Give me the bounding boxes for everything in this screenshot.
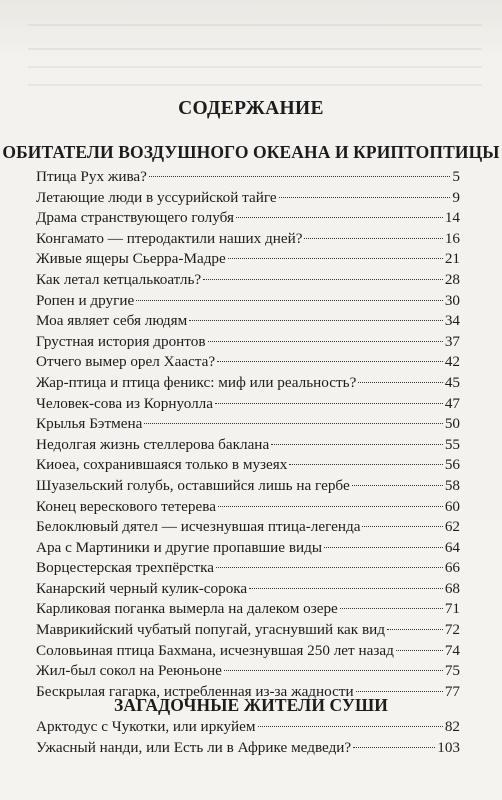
entry-title: Птица Рух жива? [36,168,147,185]
entry-page-number: 103 [437,738,460,756]
bleed-through-line [28,84,482,86]
entry-page-number: 77 [444,682,460,700]
entry-title: Соловьиная птица Бахмана, исчезнувшая 250 лет назад [36,641,394,659]
dot-leader [358,382,443,383]
dot-leader [228,258,443,259]
toc-entry [36,455,460,476]
entry-page-number: 16 [444,229,460,247]
entry-title: Летающие люди в уссурийской тайге [36,188,277,206]
dot-leader [144,423,443,424]
entry-page-number: 66 [444,559,460,577]
entry-page-number: 9 [452,188,460,206]
dot-leader [279,197,451,198]
toc-entry [36,414,460,435]
dot-leader [258,726,443,727]
toc-entry [36,352,460,373]
entry-title: Маврикийский чубатый попугай, угаснувший как вид [36,621,385,639]
entry-title: Ара с Мартиники и другие пропавшие виды [36,538,323,556]
toc-entry [36,497,460,518]
entry-page-number: 62 [444,518,460,536]
dot-leader [149,176,451,177]
entry-title: Ужасный нанди, или Есть ли в Африке медведи? [36,738,352,756]
entry-title: Шуазельский голубь, оставшийся лишь на гербе [36,476,350,494]
dot-leader [249,588,443,589]
entry-title: Карликовая поганка вымерла на далеком озере [36,600,338,618]
dot-leader [236,217,443,218]
toc-entry [36,435,460,456]
dot-leader [224,670,443,671]
dot-leader [271,444,443,445]
entry-title: Конгамато — птеродактили наших дней? [36,229,303,247]
entry-title: Арктодус с Чукотки, или иркуйем [36,718,256,735]
dot-leader [396,650,443,651]
toc-entry [36,373,460,394]
section-heading: ОБИТАТЕЛИ ВОЗДУШНОГО ОКЕАНА И КРИПТОПТИЦЫ [2,142,500,162]
dot-leader [189,320,443,321]
entry-page-number: 45 [444,373,460,391]
toc-entry [36,167,460,188]
dot-leader [340,608,443,609]
dot-leader [208,341,443,342]
toc-entry [36,538,460,559]
toc-entry [36,517,460,538]
bleed-through-line [28,24,482,26]
entry-page-number: 47 [444,394,460,412]
toc-entry [36,738,460,759]
toc-entry [36,599,460,620]
entry-title: Драма странствующего голубя [36,209,234,227]
toc-entry [36,188,460,209]
toc-entry [36,249,460,270]
bleed-through-line [28,48,482,50]
toc-entry [36,641,460,662]
entry-title: Живые ящеры Сьерра-Мадре [36,250,226,268]
entry-page-number: 30 [444,291,460,309]
dot-leader [216,567,443,568]
entry-page-number: 55 [444,435,460,453]
entry-title: Белоклювый дятел — исчезнувшая птица-легенда [36,518,361,536]
entry-page-number: 60 [444,497,460,515]
entry-page-number: 34 [444,312,460,330]
toc-entry [36,661,460,682]
entry-title: Конец верескового тетерева [36,497,216,515]
dot-leader [387,629,443,630]
dot-leader [304,238,442,239]
entry-page-number: 14 [444,209,460,227]
toc-entry [36,291,460,312]
toc-list [36,167,460,702]
dot-leader [352,485,443,486]
entry-page-number: 21 [444,250,460,268]
toc-entry [36,208,460,229]
dot-leader [356,691,443,692]
entry-page-number: 74 [444,641,460,659]
entry-page-number: 68 [444,579,460,597]
entry-title: Как летал кетцалькоатль? [36,270,202,288]
dot-leader [215,403,443,404]
toc-entry [36,620,460,641]
entry-page-number: 75 [444,662,460,680]
entry-title: Крылья Бэтмена [36,415,143,433]
entry-title: Человек-сова из Корнуолла [36,394,214,412]
toc-entry [36,476,460,497]
entry-page-number: 71 [444,600,460,618]
entry-title: Отчего вымер орел Хааста? [36,353,216,371]
entry-title: Грустная история дронтов [36,332,206,350]
entry-title: Бескрылая гагарка, истребленная из-за жадности [36,682,354,700]
entry-title: Жар-птица и птица феникс: миф или реальность? [36,373,357,391]
entry-title: Канарский черный кулик-сорока [36,579,248,597]
toc-entry [36,558,460,579]
dot-leader [362,526,442,527]
entry-title: Недолгая жизнь стеллерова баклана [36,435,270,453]
entry-title: Ворцестерская трехпёрстка [36,559,214,577]
toc-list [36,717,460,758]
page-title: СОДЕРЖАНИЕ [178,98,324,119]
section-heading: ЗАГАДОЧНЫЕ ЖИТЕЛИ СУШИ [114,695,388,715]
entry-page-number: 56 [444,456,460,474]
entry-page-number: 5 [452,168,460,185]
entry-page-number: 58 [444,476,460,494]
entry-title: Ропен и другие [36,291,135,309]
toc-entry [36,332,460,353]
dot-leader [203,279,443,280]
dot-leader [217,361,443,362]
dot-leader [218,506,443,507]
toc-entry [36,229,460,250]
entry-title: Жил-был сокол на Реюньоне [36,662,222,680]
toc-entry [36,394,460,415]
dot-leader [136,300,443,301]
entry-page-number: 37 [444,332,460,350]
toc-entry [36,270,460,291]
entry-title: Моа являет себя людям [36,312,188,330]
dot-leader [289,464,442,465]
dot-leader [353,747,435,748]
entry-page-number: 82 [444,718,460,735]
entry-page-number: 50 [444,415,460,433]
entry-page-number: 42 [444,353,460,371]
toc-entry [36,717,460,738]
entry-page-number: 72 [444,621,460,639]
toc-entry [36,579,460,600]
entry-title: Киоеа, сохранившаяся только в музеях [36,456,288,474]
dot-leader [324,547,443,548]
entry-page-number: 64 [444,538,460,556]
bleed-through-line [28,66,482,68]
entry-page-number: 28 [444,270,460,288]
toc-entry [36,311,460,332]
